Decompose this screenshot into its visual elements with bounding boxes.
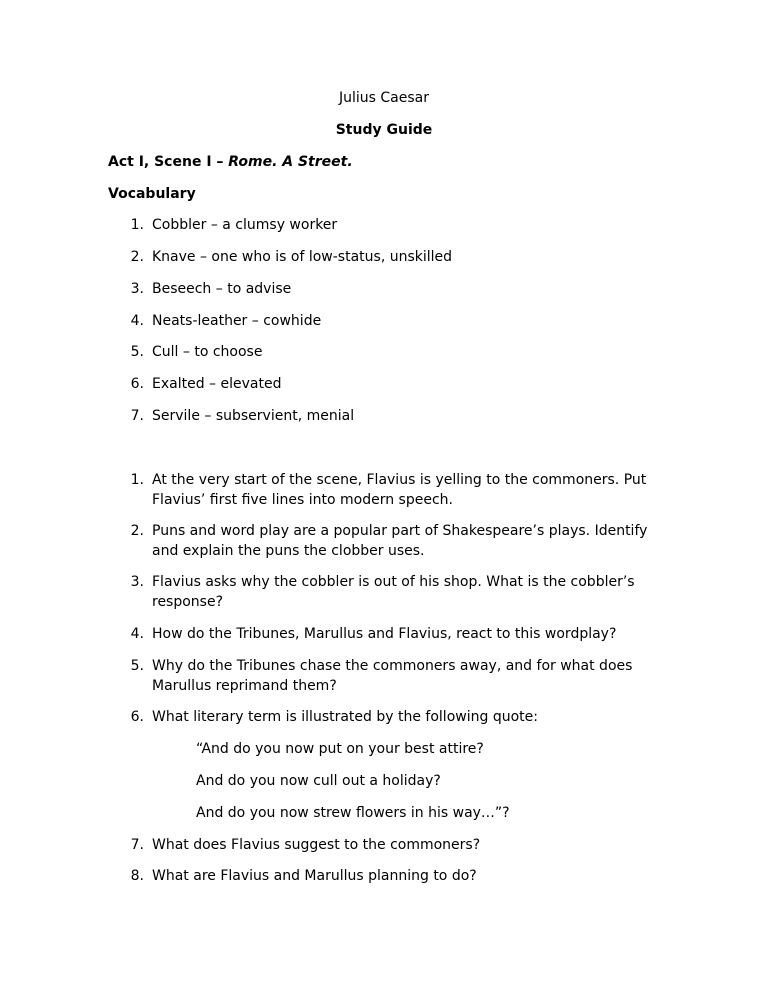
vocabulary-heading: Vocabulary xyxy=(108,186,196,202)
question-text-line: and explain the puns the clobber uses. xyxy=(152,543,425,559)
list-text: Beseech – to advise xyxy=(152,281,292,297)
question-text-line: Puns and word play are a popular part of Shakespeare’s plays. Identify xyxy=(152,523,648,539)
question-number: 5. xyxy=(130,658,144,674)
question-text-line: Flavius asks why the cobbler is out of his shop. What is the cobbler’s xyxy=(152,574,635,590)
question-number: 7. xyxy=(130,837,144,853)
list-text: Servile – subservient, menial xyxy=(152,408,355,424)
document-title: Julius Caesar xyxy=(339,90,429,106)
list-number: 5. xyxy=(130,344,144,360)
quote-line: “And do you now put on your best attire? xyxy=(196,741,484,757)
list-text: Cobbler – a clumsy worker xyxy=(152,217,338,233)
question-text-line: Why do the Tribunes chase the commoners away, and for what does xyxy=(152,658,633,674)
list-number: 2. xyxy=(130,249,144,265)
question-text-line: What does Flavius suggest to the commoners? xyxy=(152,837,481,853)
list-number: 6. xyxy=(130,376,144,392)
question-number: 4. xyxy=(130,626,144,642)
question-number: 6. xyxy=(130,709,144,725)
list-number: 1. xyxy=(130,217,144,233)
question-number: 8. xyxy=(130,868,144,884)
list-text: Knave – one who is of low-status, unskilled xyxy=(152,249,453,265)
quote-line: And do you now strew flowers in his way…”? xyxy=(196,805,510,821)
quote-line: And do you now cull out a holiday? xyxy=(196,773,441,789)
list-text: Exalted – elevated xyxy=(152,376,282,392)
list-text: Cull – to choose xyxy=(152,344,263,360)
list-number: 4. xyxy=(130,313,144,329)
question-text-line: What are Flavius and Marullus planning to do? xyxy=(152,868,477,884)
act-heading-prefix: Act I, Scene I – xyxy=(108,154,229,170)
document-subtitle: Study Guide xyxy=(335,122,433,138)
question-number: 3. xyxy=(130,574,144,590)
question-text-line: Marullus reprimand them? xyxy=(152,678,337,694)
question-text-line: response? xyxy=(152,594,224,610)
list-number: 3. xyxy=(130,281,144,297)
question-text-line: At the very start of the scene, Flavius is yelling to the commoners. Put xyxy=(152,472,647,488)
question-text-line: Flavius’ first five lines into modern speech. xyxy=(152,492,453,508)
list-text: Neats-leather – cowhide xyxy=(152,313,322,329)
list-number: 7. xyxy=(130,408,144,424)
act-heading-setting: Rome. A Street. xyxy=(228,154,353,170)
question-number: 2. xyxy=(130,523,144,539)
act-heading xyxy=(108,153,353,171)
question-text-line: How do the Tribunes, Marullus and Flavius, react to this wordplay? xyxy=(152,626,617,642)
question-number: 1. xyxy=(130,472,144,488)
question-text-line: What literary term is illustrated by the following quote: xyxy=(152,709,538,725)
